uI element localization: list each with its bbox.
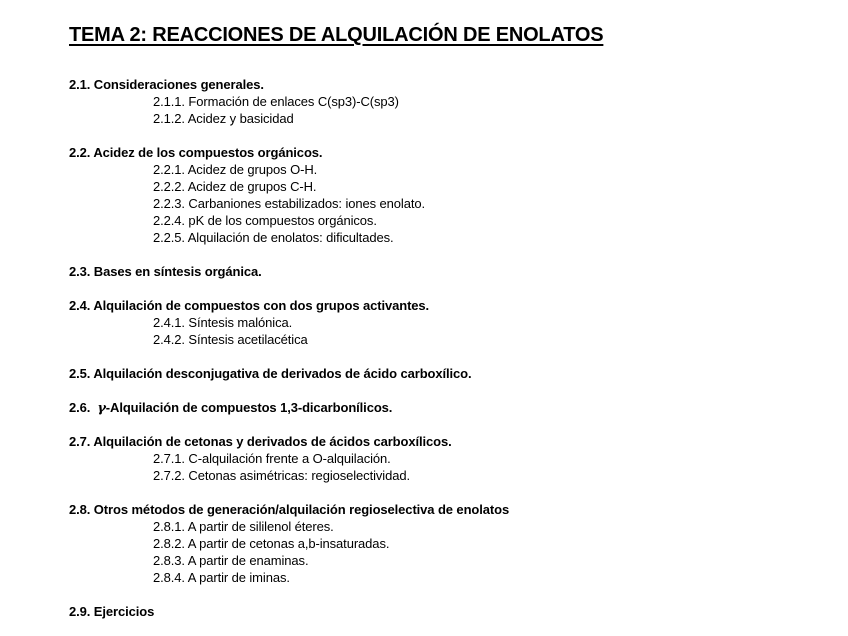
section-2-4 [69, 297, 829, 348]
list-item: 2.2.5. Alquilación de enolatos: dificultades. [153, 230, 394, 245]
list-item: 2.2.2. Acidez de grupos C-H. [153, 179, 317, 194]
section-number: 2.6. [69, 400, 98, 415]
list-item: 2.4.1. Síntesis malónica. [153, 315, 293, 330]
list-item: 2.7.1. C-alquilación frente a O-alquilación. [153, 451, 391, 466]
section-heading: 2.2. Acidez de los compuestos orgánicos. [69, 145, 323, 160]
section-2-3 [69, 263, 829, 280]
section-2-1 [69, 76, 829, 127]
section-2-9 [69, 603, 829, 620]
section-heading: 2.3. Bases en síntesis orgánica. [69, 264, 262, 279]
list-item: 2.2.3. Carbaniones estabilizados: iones enolato. [153, 196, 425, 211]
gamma-symbol: γ [97, 401, 106, 416]
list-item: 2.1.2. Acidez y basicidad [153, 111, 294, 126]
list-item: 2.4.2. Síntesis acetilacética [153, 332, 308, 347]
section-heading: 2.7. Alquilación de cetonas y derivados de ácidos carboxílicos. [69, 434, 452, 449]
section-heading: 2.1. Consideraciones generales. [69, 77, 264, 92]
section-2-6 [69, 399, 829, 417]
section-heading: 2.8. Otros métodos de generación/alquilación regioselectiva de enolatos [69, 502, 510, 517]
list-item: 2.8.4. A partir de iminas. [153, 570, 290, 585]
section-2-5 [69, 365, 829, 382]
page-title: TEMA 2: REACCIONES DE ALQUILACIÓN DE ENOLATOS [69, 24, 604, 46]
section-heading: 2.5. Alquilación desconjugativa de derivados de ácido carboxílico. [69, 366, 472, 381]
list-item: 2.1.1. Formación de enlaces C(sp3)-C(sp3) [153, 94, 399, 109]
list-item: 2.8.2. A partir de cetonas a,b-insaturadas. [153, 536, 390, 551]
section-2-8 [69, 501, 829, 586]
section-heading [69, 399, 829, 417]
section-heading: 2.9. Ejercicios [69, 604, 155, 619]
section-heading: 2.4. Alquilación de compuestos con dos grupos activantes. [69, 298, 430, 313]
list-item: 2.2.1. Acidez de grupos O-H. [153, 162, 318, 177]
list-item: 2.7.2. Cetonas asimétricas: regioselectividad. [153, 468, 410, 483]
section-2-7 [69, 433, 829, 484]
list-item: 2.2.4. pK de los compuestos orgánicos. [153, 213, 377, 228]
section-2-2 [69, 144, 829, 246]
list-item: 2.8.3. A partir de enaminas. [153, 553, 309, 568]
section-heading-text: -Alquilación de compuestos 1,3-dicarbonílicos. [105, 400, 393, 415]
list-item: 2.8.1. A partir de sililenol éteres. [153, 519, 334, 534]
